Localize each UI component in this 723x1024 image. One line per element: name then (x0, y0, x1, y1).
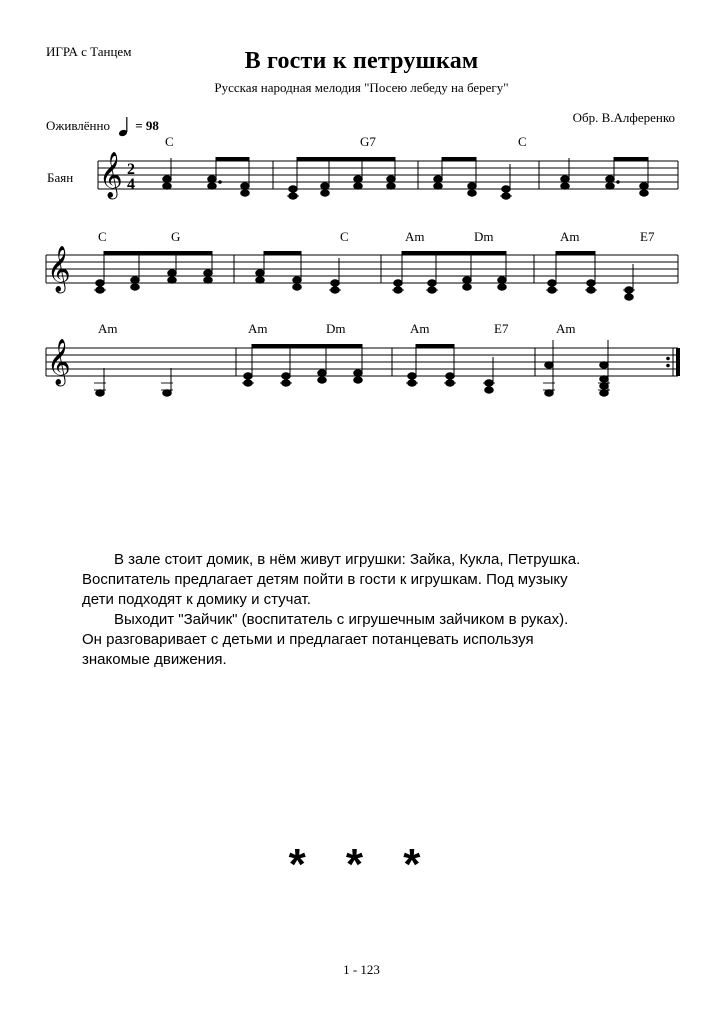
text-line: Выходит "Зайчик" (воспитатель с игрушечным зайчиком в руках). (114, 611, 569, 628)
treble-clef-icon: 𝄞 (47, 339, 71, 385)
page-number: 1 - 123 (343, 962, 380, 977)
note-chord (131, 252, 140, 290)
chord-symbol: C (518, 134, 527, 149)
note-chord (208, 158, 222, 189)
subtitle: Русская народная мелодия "Посею лебеду на берегу" (214, 80, 509, 95)
note-chord (463, 252, 472, 290)
chord-symbol: Am (410, 321, 430, 336)
note (94, 368, 106, 396)
note-chord (354, 158, 363, 189)
note-chord (434, 158, 443, 189)
note-chord (280, 345, 292, 386)
note-chord (241, 158, 250, 196)
staff-lines (46, 255, 678, 283)
note-chord (640, 158, 649, 196)
time-signature (127, 161, 135, 193)
note-chord (287, 158, 299, 199)
note-chord (256, 252, 265, 283)
note-chord (426, 252, 438, 293)
time-signature-bottom: 4 (127, 176, 135, 193)
note-chord (406, 345, 418, 386)
note-chord (468, 158, 477, 196)
chord-symbol: Am (556, 321, 576, 336)
note-chord (354, 345, 363, 383)
text-line: Он разговаривает с детьми и предлагает потанцевать используя (82, 631, 534, 648)
arranger-credit: Обр. В.Алференко (572, 110, 675, 125)
treble-clef-icon: 𝄞 (99, 152, 123, 198)
staff-system-1 (98, 134, 678, 200)
note-chord (242, 345, 254, 386)
chord-symbol: Am (560, 229, 580, 244)
page-title: В гости к петрушкам (244, 48, 479, 74)
chord-symbol: G7 (360, 134, 376, 149)
note-chord (546, 252, 558, 293)
tempo-label: Оживлённо (46, 118, 110, 133)
text-line: дети подходят к домику и стучат. (82, 591, 311, 608)
text-line: знакомые движения. (82, 651, 227, 668)
chord-symbol: C (340, 229, 349, 244)
music-score (0, 0, 723, 420)
chord-symbol: Am (405, 229, 425, 244)
note-chord (498, 252, 507, 290)
note-chord (606, 158, 620, 189)
treble-clef-icon: 𝄞 (47, 246, 71, 292)
chord-symbol: Dm (326, 321, 346, 336)
section-divider-stars: * * * (288, 840, 435, 889)
tempo-value: = 98 (135, 118, 159, 133)
note-chord (321, 158, 330, 196)
chord-symbol: G (171, 229, 181, 244)
note-chord (561, 158, 570, 189)
note-chord (163, 158, 172, 189)
note-chord (94, 252, 106, 293)
chord-symbol: E7 (640, 229, 655, 244)
genre-label: ИГРА с Танцем (46, 44, 132, 59)
note-chord (293, 252, 302, 290)
description-text (82, 550, 642, 670)
chord-symbol: C (98, 229, 107, 244)
note-chord (204, 252, 213, 283)
text-line: Воспитатель предлагает детям пойти в гости к игрушкам. Под музыку (82, 571, 568, 588)
chord-symbol: E7 (494, 321, 509, 336)
text-line: В зале стоит домик, в нём живут игрушки: Зайка, Кукла, Петрушка. (114, 551, 581, 568)
chord-symbol: C (165, 134, 174, 149)
note-chord (585, 252, 597, 293)
note (161, 368, 173, 396)
note-chord (168, 252, 177, 283)
chord-symbol: Am (248, 321, 268, 336)
staff-system-2 (46, 229, 678, 300)
chord-symbol: Am (98, 321, 118, 336)
staff-system-3 (46, 321, 680, 396)
note-chord (444, 345, 456, 386)
chord-symbol: Dm (474, 229, 494, 244)
note-chord (318, 345, 327, 383)
note-chord (392, 252, 404, 293)
note-chord (387, 158, 396, 189)
instrument-label: Баян (47, 170, 74, 185)
time-signature-top: 2 (127, 161, 135, 178)
notes (163, 157, 649, 199)
